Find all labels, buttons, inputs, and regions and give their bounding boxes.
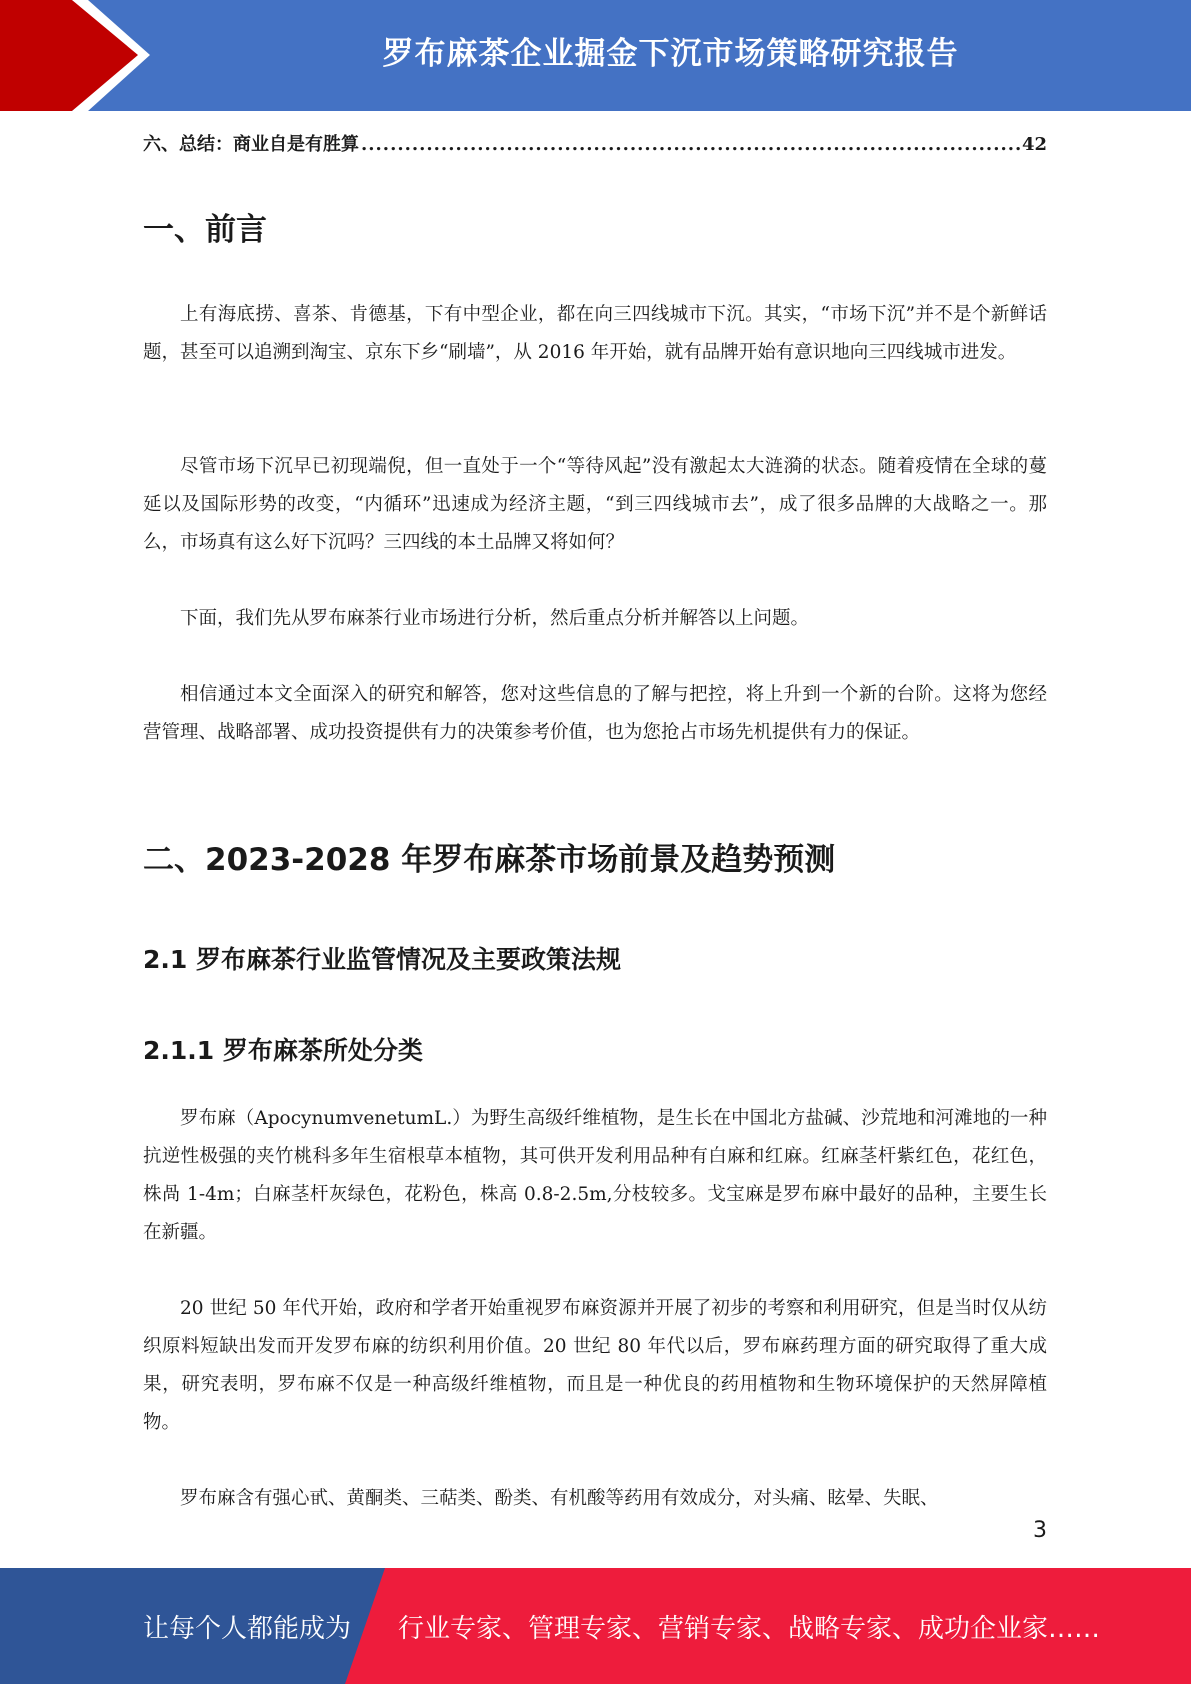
header-chevron-graphic [0, 0, 160, 111]
toc-entry[interactable] [143, 130, 1047, 156]
subsection-heading-2-1-1: 2.1.1 罗布麻茶所处分类 [143, 1036, 423, 1065]
preface-paragraph-1: 上有海底捞、喜茶、肯德基，下有中型企业，都在向三四线城市下沉。其实，“市场下沉”并不是个新鲜话题，甚至可以追溯到淘宝、京东下乡“刷墙”，从 2016 年开始，就有品牌开始有意识地向三四线城市进发。 [143, 304, 1047, 363]
page-number: 3 [1033, 1518, 1047, 1543]
toc-leader-dots [361, 134, 1020, 155]
section-heading-preface: 一、前言 [143, 212, 267, 248]
report-title: 罗布麻茶企业掘金下沉市场策略研究报告 [382, 35, 959, 72]
toc-entry-page: 42 [1021, 134, 1047, 155]
subsection-heading-2-1: 2.1 罗布麻茶行业监管情况及主要政策法规 [143, 945, 621, 974]
toc-entry-label: 六、总结：商业自是有胜算 [143, 134, 359, 155]
preface-paragraph-3: 下面，我们先从罗布麻茶行业市场进行分析，然后重点分析并解答以上问题。 [180, 608, 810, 629]
classification-paragraph-1: 罗布麻（ApocynumvenetumL.）为野生高级纤维植物，是生长在中国北方盐碱、沙荒地和河滩地的一种抗逆性极强的夹竹桃科多年生宿根草本植物，其可供开发利用品种有白麻和红麻。红麻茎杆紫红色，花红色，株咼 1-4m；白麻茎杆灰绿色，花粉色，株高 0.8-2.5m,分枝较多。戈宝麻是罗布麻中最好的品种，主要生长在新疆。 [143, 1108, 1047, 1243]
footer-slogan-right: 行业专家、管理专家、营销专家、战略专家、成功企业家…… [398, 1613, 1101, 1644]
classification-paragraph-2: 20 世纪 50 年代开始，政府和学者开始重视罗布麻资源并开展了初步的考察和利用研究，但是当时仅从纺织原料短缺出发而开发罗布麻的纺织利用价值。20 世纪 80 年代以后，罗布麻药理方面的研究取得了重大成果，研究表明，罗布麻不仅是一种高级纤维植物，而且是一种优良的药用植物和生物环境保护的天然屏障植物。 [143, 1298, 1047, 1433]
preface-paragraph-4: 相信通过本文全面深入的研究和解答，您对这些信息的了解与把控，将上升到一个新的台阶。这将为您经营管理、战略部署、成功投资提供有力的决策参考价值，也为您抢占市场先机提供有力的保证。 [143, 684, 1047, 743]
preface-paragraph-2: 尽管市场下沉早已初现端倪，但一直处于一个“等待风起”没有激起太大涟漪的状态。随着疫情在全球的蔓延以及国际形势的改变，“内循环”迅速成为经济主题，“到三四线城市去”，成了很多品牌的大战略之一。那么，市场真有这么好下沉吗？三四线的本土品牌又将如何？ [143, 456, 1047, 553]
section-heading-forecast: 二、2023-2028 年罗布麻茶市场前景及趋势预测 [143, 842, 836, 878]
page-header [0, 0, 1191, 111]
page-footer [0, 1568, 1191, 1684]
footer-slogan-left: 让每个人都能成为 [143, 1613, 352, 1644]
page-content [143, 126, 1047, 1509]
classification-paragraph-3: 罗布麻含有强心甙、黄酮类、三萜类、酚类、有机酸等药用有效成分，对头痛、眩晕、失眠、 [180, 1488, 939, 1509]
